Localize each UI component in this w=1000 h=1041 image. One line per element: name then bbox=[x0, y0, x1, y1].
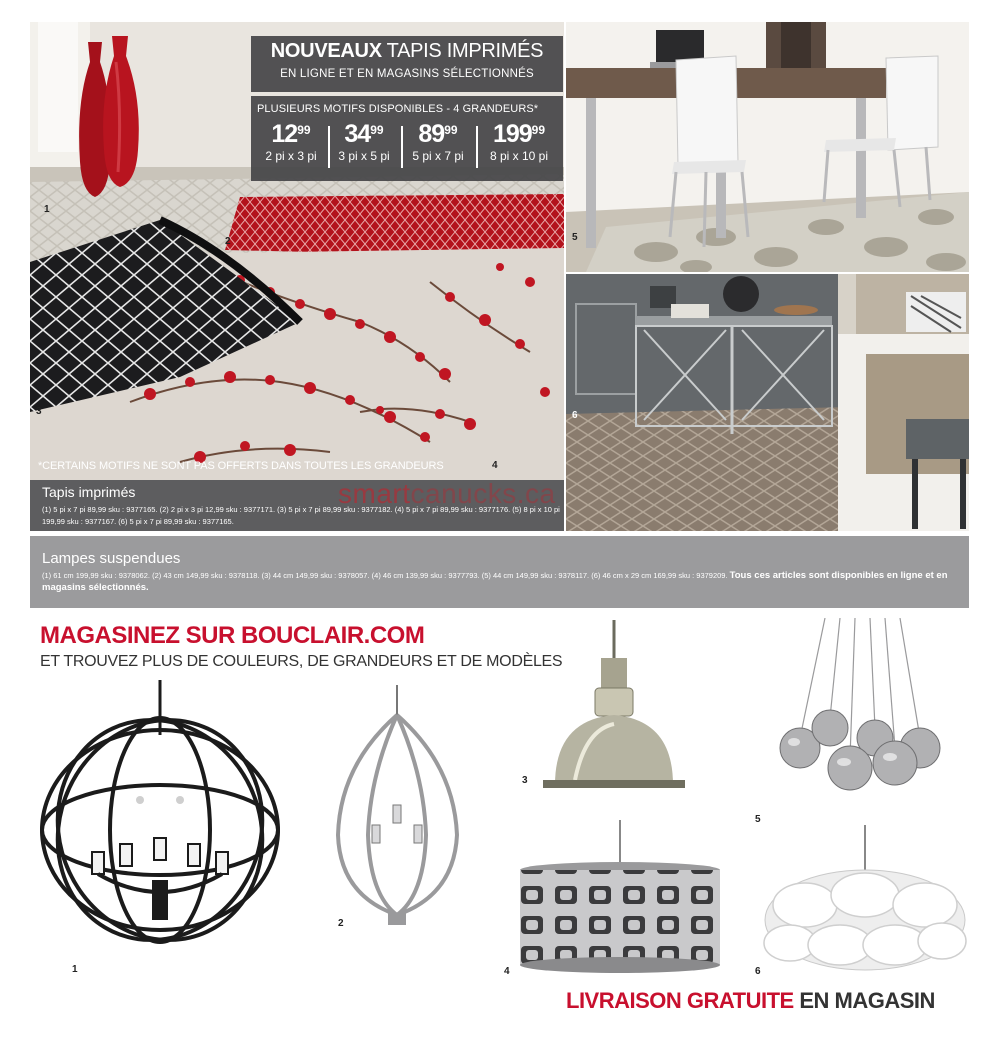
shop-title: MAGASINEZ SUR BOUCLAIR.COM bbox=[40, 622, 425, 649]
watermark-part1: smart bbox=[338, 478, 411, 509]
lamp-3-industrial-pendant bbox=[535, 620, 693, 805]
size-disclaimer: *CERTAINS MOTIFS NE SONT PAS OFFERTS DANS TOUTES LES GRANDEURS bbox=[38, 460, 444, 472]
price-item bbox=[402, 122, 474, 163]
price-size: 8 pi x 10 pi bbox=[489, 149, 549, 163]
free-delivery-banner bbox=[566, 988, 935, 1014]
photo-number-1: 1 bbox=[44, 204, 50, 215]
lamp-1-orb-chandelier bbox=[30, 680, 300, 950]
photo-number-5: 5 bbox=[572, 232, 578, 243]
promo-prices bbox=[251, 96, 563, 181]
lamp-2-chrome-cage bbox=[330, 685, 465, 930]
price-dollars: 199 bbox=[492, 120, 532, 148]
rugs-details: (1) 5 pi x 7 pi 89,99 sku : 9377165. (2) 2 pi x 3 pi 12,99 sku : 9377171. (3) 5 pi x 7 pi 89,99 sku : 9377182. (4) 5 pi x 7 pi 89,99 sku : 9377176. (5) 8 pi x 10 pi 199,99 sku : 9377167. (6) 5 pi x 7 pi 89,99 sku : 9377165. bbox=[42, 505, 560, 526]
lamp-number-5: 5 bbox=[755, 814, 761, 825]
lamps-details-block bbox=[42, 570, 962, 594]
office-rug-photo bbox=[566, 22, 969, 272]
promo-title-bold: NOUVEAUX bbox=[270, 40, 382, 62]
lamps-title: Lampes suspendues bbox=[42, 550, 181, 567]
price-dollars: 12 bbox=[271, 120, 298, 148]
price-item bbox=[255, 122, 327, 163]
lamp-number-6: 6 bbox=[755, 966, 761, 977]
photo-number-3: 3 bbox=[36, 406, 42, 417]
lamp-4-drum-pendant bbox=[515, 820, 725, 978]
photo-number-2: 2 bbox=[225, 236, 231, 247]
price-size: 3 pi x 5 pi bbox=[338, 149, 390, 163]
price-item bbox=[477, 122, 561, 163]
lamp-5-cluster-pendant bbox=[770, 618, 950, 808]
price-cents: 99 bbox=[444, 123, 458, 137]
lamp-number-2: 2 bbox=[338, 918, 344, 929]
lamp-number-1: 1 bbox=[72, 964, 78, 975]
price-item bbox=[329, 122, 399, 163]
watermark-part2: canucks.ca bbox=[410, 478, 556, 509]
price-dollars: 89 bbox=[418, 120, 445, 148]
price-cents: 99 bbox=[531, 123, 546, 137]
price-size: 5 pi x 7 pi bbox=[412, 149, 464, 163]
lamp-number-4: 4 bbox=[504, 966, 510, 977]
price-cents: 99 bbox=[297, 123, 311, 137]
lamp-6-petal-pendant bbox=[760, 825, 970, 975]
promo-header bbox=[251, 36, 563, 92]
free-delivery-dark: EN MAGASIN bbox=[799, 988, 935, 1013]
lamp-number-3: 3 bbox=[522, 775, 528, 786]
promo-motifs: PLUSIEURS MOTIFS DISPONIBLES - 4 GRANDEURS* bbox=[257, 103, 539, 115]
promo-title-rest: TAPIS IMPRIMÉS bbox=[386, 40, 544, 62]
lamps-info-band bbox=[30, 536, 969, 608]
lamps-details: (1) 61 cm 199,99 sku : 9378062. (2) 43 cm 149,99 sku : 9378118. (3) 44 cm 149,99 sku : 9378057. (4) 46 cm 139,99 sku : 9377793. (5) 44 cm 149,99 sku : 9378117. (6) 46 cm x 29 cm 169,99 sku : 9379209. bbox=[42, 571, 728, 580]
price-cents: 99 bbox=[370, 123, 384, 137]
rugs-title: Tapis imprimés bbox=[42, 484, 136, 500]
price-dollars: 34 bbox=[344, 120, 371, 148]
lamps-availability: Tous ces articles sont disponibles en ligne et en magasins sélectionnés. bbox=[42, 570, 948, 593]
shop-subtitle: ET TROUVEZ PLUS DE COULEURS, DE GRANDEURS ET DE MODÈLES bbox=[40, 653, 563, 670]
photo-number-4: 4 bbox=[492, 460, 498, 471]
promo-box bbox=[251, 36, 563, 181]
promo-title bbox=[251, 40, 563, 63]
price-size: 2 pi x 3 pi bbox=[265, 149, 317, 163]
watermark bbox=[338, 478, 556, 510]
promo-subtitle: EN LIGNE ET EN MAGASINS SÉLECTIONNÉS bbox=[280, 68, 534, 80]
photo-number-6: 6 bbox=[572, 410, 578, 421]
free-delivery-red: LIVRAISON GRATUITE bbox=[566, 988, 794, 1013]
bedroom-rug-photo bbox=[566, 274, 969, 531]
